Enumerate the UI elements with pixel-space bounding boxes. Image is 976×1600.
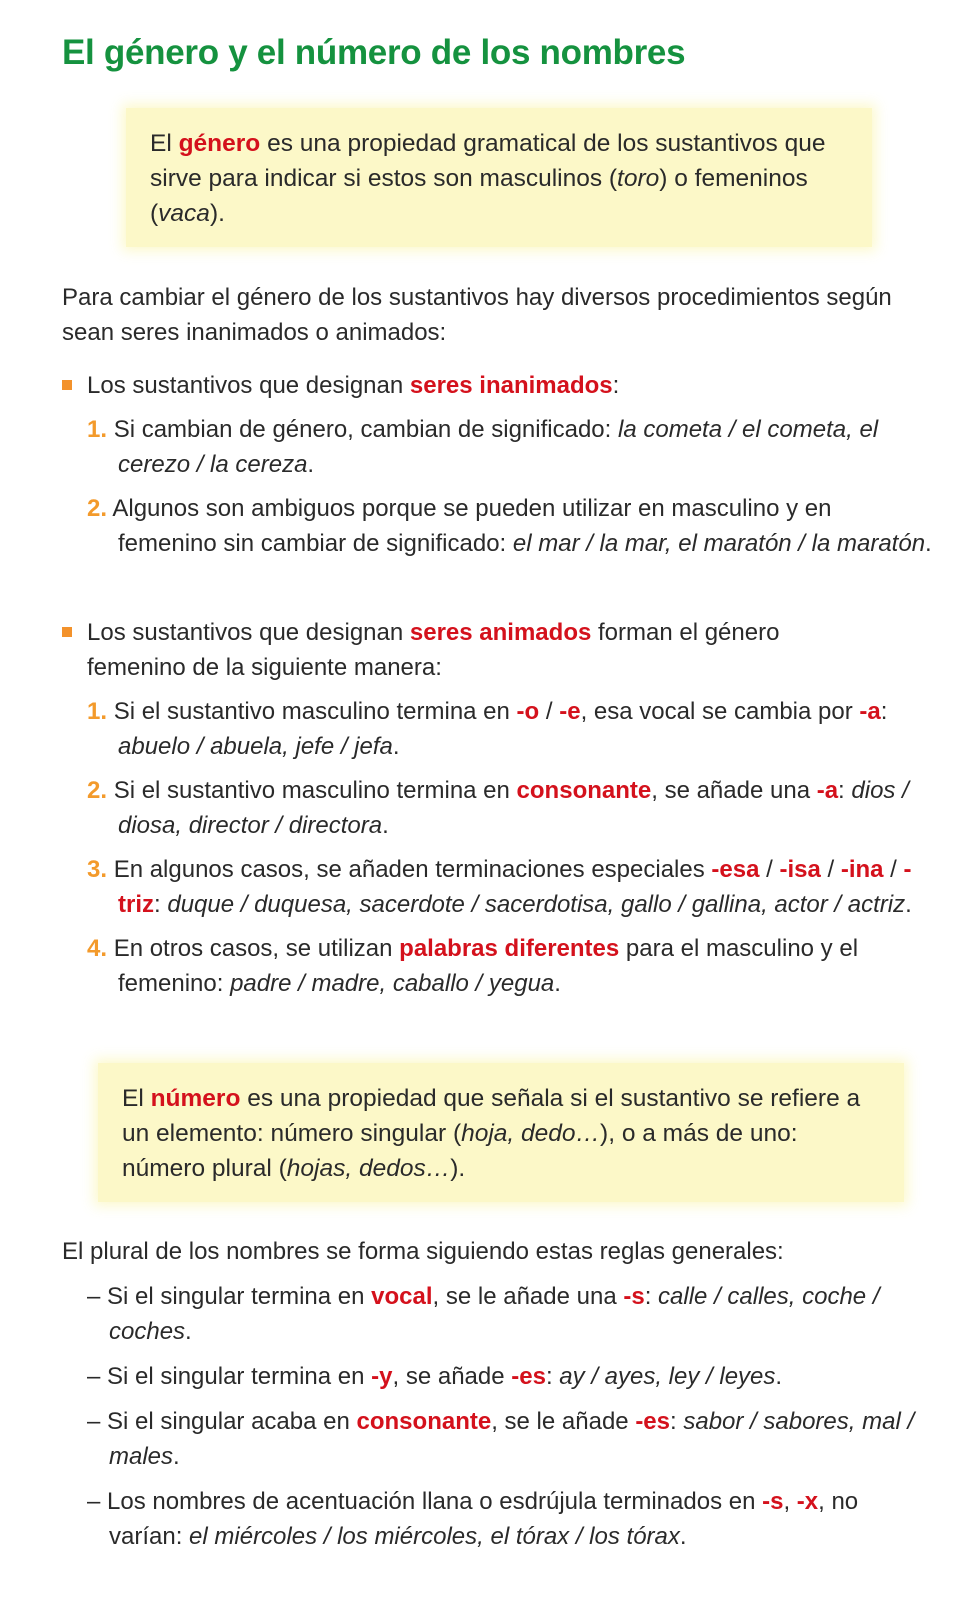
text: . xyxy=(173,1443,180,1470)
text: es una propiedad que señala si el sustantivo se refiere a un elemento: número singular ( xyxy=(122,1085,861,1147)
keyword: -es xyxy=(511,1363,546,1390)
text: / xyxy=(883,856,904,883)
numero-definition-box xyxy=(98,1063,904,1202)
dash: – xyxy=(87,1488,108,1515)
text: : xyxy=(838,777,852,804)
rule-item xyxy=(87,1404,927,1474)
text: : xyxy=(670,1408,684,1435)
item-number: 2. xyxy=(87,777,108,804)
section-animados xyxy=(62,615,932,1001)
dash: – xyxy=(87,1408,108,1435)
bullet-text xyxy=(62,615,867,685)
text: , no varían: xyxy=(109,1488,859,1550)
text: . xyxy=(307,451,315,478)
keyword: número xyxy=(150,1085,241,1112)
list-item xyxy=(87,412,918,482)
text: : xyxy=(880,698,888,725)
text: ) o femeninos ( xyxy=(150,165,808,227)
intro-plural: El plural de los nombres se forma siguiendo estas reglas generales: xyxy=(62,1238,784,1265)
item-number: 4. xyxy=(87,935,108,962)
item-number: 1. xyxy=(87,416,108,443)
example: el mar / la mar, el maratón / la maratón xyxy=(512,530,926,557)
keyword: género xyxy=(178,130,261,157)
text: , se le añade xyxy=(491,1408,636,1435)
plural-rules xyxy=(87,1279,927,1554)
example: calle / calles, coche / coches xyxy=(109,1283,880,1345)
text: Si el singular termina en xyxy=(107,1283,372,1310)
example: toro xyxy=(617,165,660,192)
text: / xyxy=(820,856,841,883)
text: Algunos son ambiguos porque se pueden utilizar en masculino y en femenino sin cambiar de significado: xyxy=(112,495,832,557)
text: El xyxy=(122,1085,151,1112)
item-number: 1. xyxy=(87,698,108,725)
rule-item xyxy=(87,1359,927,1394)
bullet-square-icon xyxy=(62,380,72,390)
example: vaca xyxy=(158,200,210,227)
keyword: -es xyxy=(635,1408,670,1435)
example: sabor / sabores, mal / males xyxy=(109,1408,915,1470)
item-number: 3. xyxy=(87,856,108,883)
text: Los sustantivos que designan xyxy=(87,619,410,646)
list-item xyxy=(87,773,918,843)
genero-definition-box xyxy=(126,108,872,247)
text: , se añade xyxy=(392,1363,512,1390)
keyword: palabras diferentes xyxy=(399,935,620,962)
keyword: vocal xyxy=(371,1283,433,1310)
bullet-text xyxy=(62,368,932,403)
list-item xyxy=(87,694,918,764)
text: . xyxy=(554,970,561,997)
keyword: -s xyxy=(762,1488,784,1515)
text: , se añade una xyxy=(651,777,817,804)
text: / xyxy=(759,856,780,883)
text: ), o a más de uno: número plural ( xyxy=(122,1120,798,1182)
keyword: -ina xyxy=(840,856,884,883)
item-number: 2. xyxy=(87,495,108,522)
text: Si el singular acaba en xyxy=(107,1408,357,1435)
text: : xyxy=(644,1283,659,1310)
keyword: -a xyxy=(816,777,839,804)
text: para el masculino y el femenino: xyxy=(118,935,859,997)
text: es una propiedad gramatical de los sustantivos que sirve para indicar si estos son masculinos ( xyxy=(150,130,826,192)
text: Los sustantivos que designan xyxy=(87,372,410,399)
section-inanimados xyxy=(62,368,932,561)
text: Si el sustantivo masculino termina en xyxy=(113,698,517,725)
keyword: seres inanimados xyxy=(409,372,613,399)
rule-item xyxy=(87,1279,927,1349)
text: forman el género femenino de la siguiente manera: xyxy=(87,619,780,681)
keyword: -esa xyxy=(711,856,760,883)
text: , se le añade una xyxy=(432,1283,624,1310)
dash: – xyxy=(87,1363,108,1390)
keyword: -triz xyxy=(118,856,912,918)
keyword: consonante xyxy=(356,1408,492,1435)
dash: – xyxy=(87,1283,108,1310)
text: , xyxy=(783,1488,797,1515)
keyword: -e xyxy=(559,698,581,725)
example: dios / diosa, director / directora xyxy=(118,777,909,839)
example: ay / ayes, ley / leyes xyxy=(559,1363,776,1390)
page-title: El género y el número de los nombres xyxy=(62,33,686,72)
text: El xyxy=(150,130,179,157)
list-item xyxy=(87,852,933,922)
example: la cometa / el cometa, el cerezo / la cereza xyxy=(118,416,879,478)
keyword: seres animados xyxy=(409,619,592,646)
example: hoja, dedo… xyxy=(461,1120,601,1147)
keyword: -s xyxy=(623,1283,645,1310)
text: : xyxy=(154,891,168,918)
text: / xyxy=(539,698,560,725)
keyword: -o xyxy=(516,698,540,725)
text: : xyxy=(545,1363,560,1390)
intro-genero: Para cambiar el género de los sustantivos hay diversos procedimientos según sean seres inanimados o animados: xyxy=(62,284,892,346)
text: Si cambian de género, cambian de significado: xyxy=(113,416,618,443)
text: ). xyxy=(450,1155,466,1182)
keyword: -a xyxy=(859,698,881,725)
list-item xyxy=(87,491,933,561)
list-item xyxy=(87,931,923,1001)
text: Si el singular termina en xyxy=(107,1363,372,1390)
text: , esa vocal se cambia por xyxy=(580,698,860,725)
rule-item xyxy=(87,1484,927,1554)
text: . xyxy=(905,891,912,918)
example: padre / madre, caballo / yegua xyxy=(230,970,555,997)
text: : xyxy=(612,372,620,399)
text: . xyxy=(925,530,932,557)
text: Los nombres de acentuación llana o esdrújula terminados en xyxy=(107,1488,763,1515)
text: ). xyxy=(209,200,225,227)
text: En otros casos, se utilizan xyxy=(113,935,400,962)
text: . xyxy=(775,1363,783,1390)
keyword: -y xyxy=(371,1363,393,1390)
example: el miércoles / los miércoles, el tórax / los tórax xyxy=(189,1523,680,1550)
text: . xyxy=(382,812,389,839)
example: abuelo / abuela, jefe / jefa xyxy=(118,733,393,760)
keyword: consonante xyxy=(516,777,652,804)
text: Si el sustantivo masculino termina en xyxy=(113,777,517,804)
bullet-square-icon xyxy=(62,627,72,637)
text: . xyxy=(185,1318,192,1345)
text: En algunos casos, se añaden terminaciones especiales xyxy=(113,856,712,883)
example: hojas, dedos… xyxy=(286,1155,451,1182)
text: . xyxy=(392,733,400,760)
keyword: -x xyxy=(796,1488,819,1515)
keyword: -isa xyxy=(779,856,821,883)
example: duque / duquesa, sacerdote / sacerdotisa, gallo / gallina, actor / actriz xyxy=(167,891,906,918)
text: . xyxy=(679,1523,687,1550)
